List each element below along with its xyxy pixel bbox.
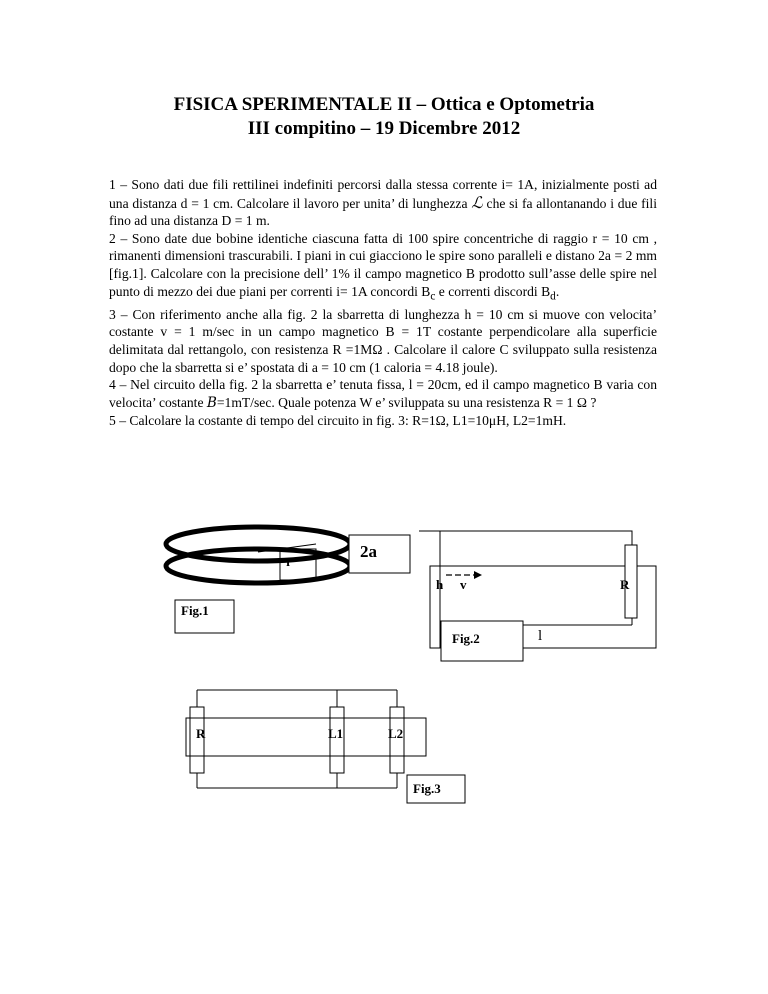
label-R-fig2: R [620,577,630,592]
fig1-diagram [166,527,410,633]
label-v: v [460,577,467,592]
fig3-diagram [186,690,465,803]
label-l: l [538,628,543,644]
fig1-caption: Fig.1 [181,603,209,618]
velocity-arrow-head [474,571,482,579]
problem-1: 1 – Sono dati due fili rettilinei indefiniti percorsi dalla stessa corrente i= 1A, inizialmente posti ad una distanza d = 1 cm. Calcolare il lavoro per unita’ di lunghezza ℒ che si fa allontanando i due fili fino ad una distanza D = 1 m. [109,177,657,229]
label-2a: 2a [360,542,377,561]
label-r: r [286,554,292,569]
problem-3: 3 – Con riferimento anche alla fig. 2 la sbarretta di lunghezza h = 10 cm si muove con velocita’ costante v = 1 m/sec in un campo magnetico B = 1T costante perpendicolare alla superficie delimitata dal rettangolo, con resistenza R =1MΩ . Calcolare il calore C sviluppato sulla resistenza dopo che la sbarretta si e’ spostata di a = 10 cm (1 caloria = 4.18 joule). [109,306,657,375]
label-L2: L2 [388,726,404,741]
page-title: FISICA SPERIMENTALE II – Ottica e Optometria [173,94,595,115]
problem-5: 5 – Calcolare la costante di tempo del circuito in fig. 3: R=1Ω, L1=10μH, L2=1mH. [109,413,567,429]
label-h: h [436,577,444,592]
fig3-caption: Fig.3 [413,781,441,796]
problem-4: 4 – Nel circuito della fig. 2 la sbarretta e’ tenuta fissa, l = 20cm, ed il campo magnetico B varia con velocita’ costante B=1mT/sec. Quale potenza W e’ sviluppata su una resistenza R = 1 Ω ? [109,377,657,411]
label-R-fig3: R [196,726,206,741]
label-L1: L1 [328,726,344,741]
fig2-caption: Fig.2 [452,631,480,646]
fig2-diagram [419,531,656,661]
problem-2: 2 – Sono date due bobine identiche ciascuna fatta di 100 spire concentriche di raggio r = 10 cm , rimanenti dimensioni trascurabili. I piani in cui giacciono le spire sono paralleli e distano 2a = 2 mm [fig.1]. Calcolare con la precisione dell’ 1% il campo magnetico B prodotto sull’asse delle spire nel punto di mezzo dei due piani per correnti i= 1A concordi $B_c$ e correnti discordi $B_d$. [109,230,657,303]
rail-top [419,531,632,545]
page-subtitle: III compitino – 19 Dicembre 2012 [247,118,521,139]
distance-label-box [349,535,410,573]
coil-lower [166,549,350,583]
